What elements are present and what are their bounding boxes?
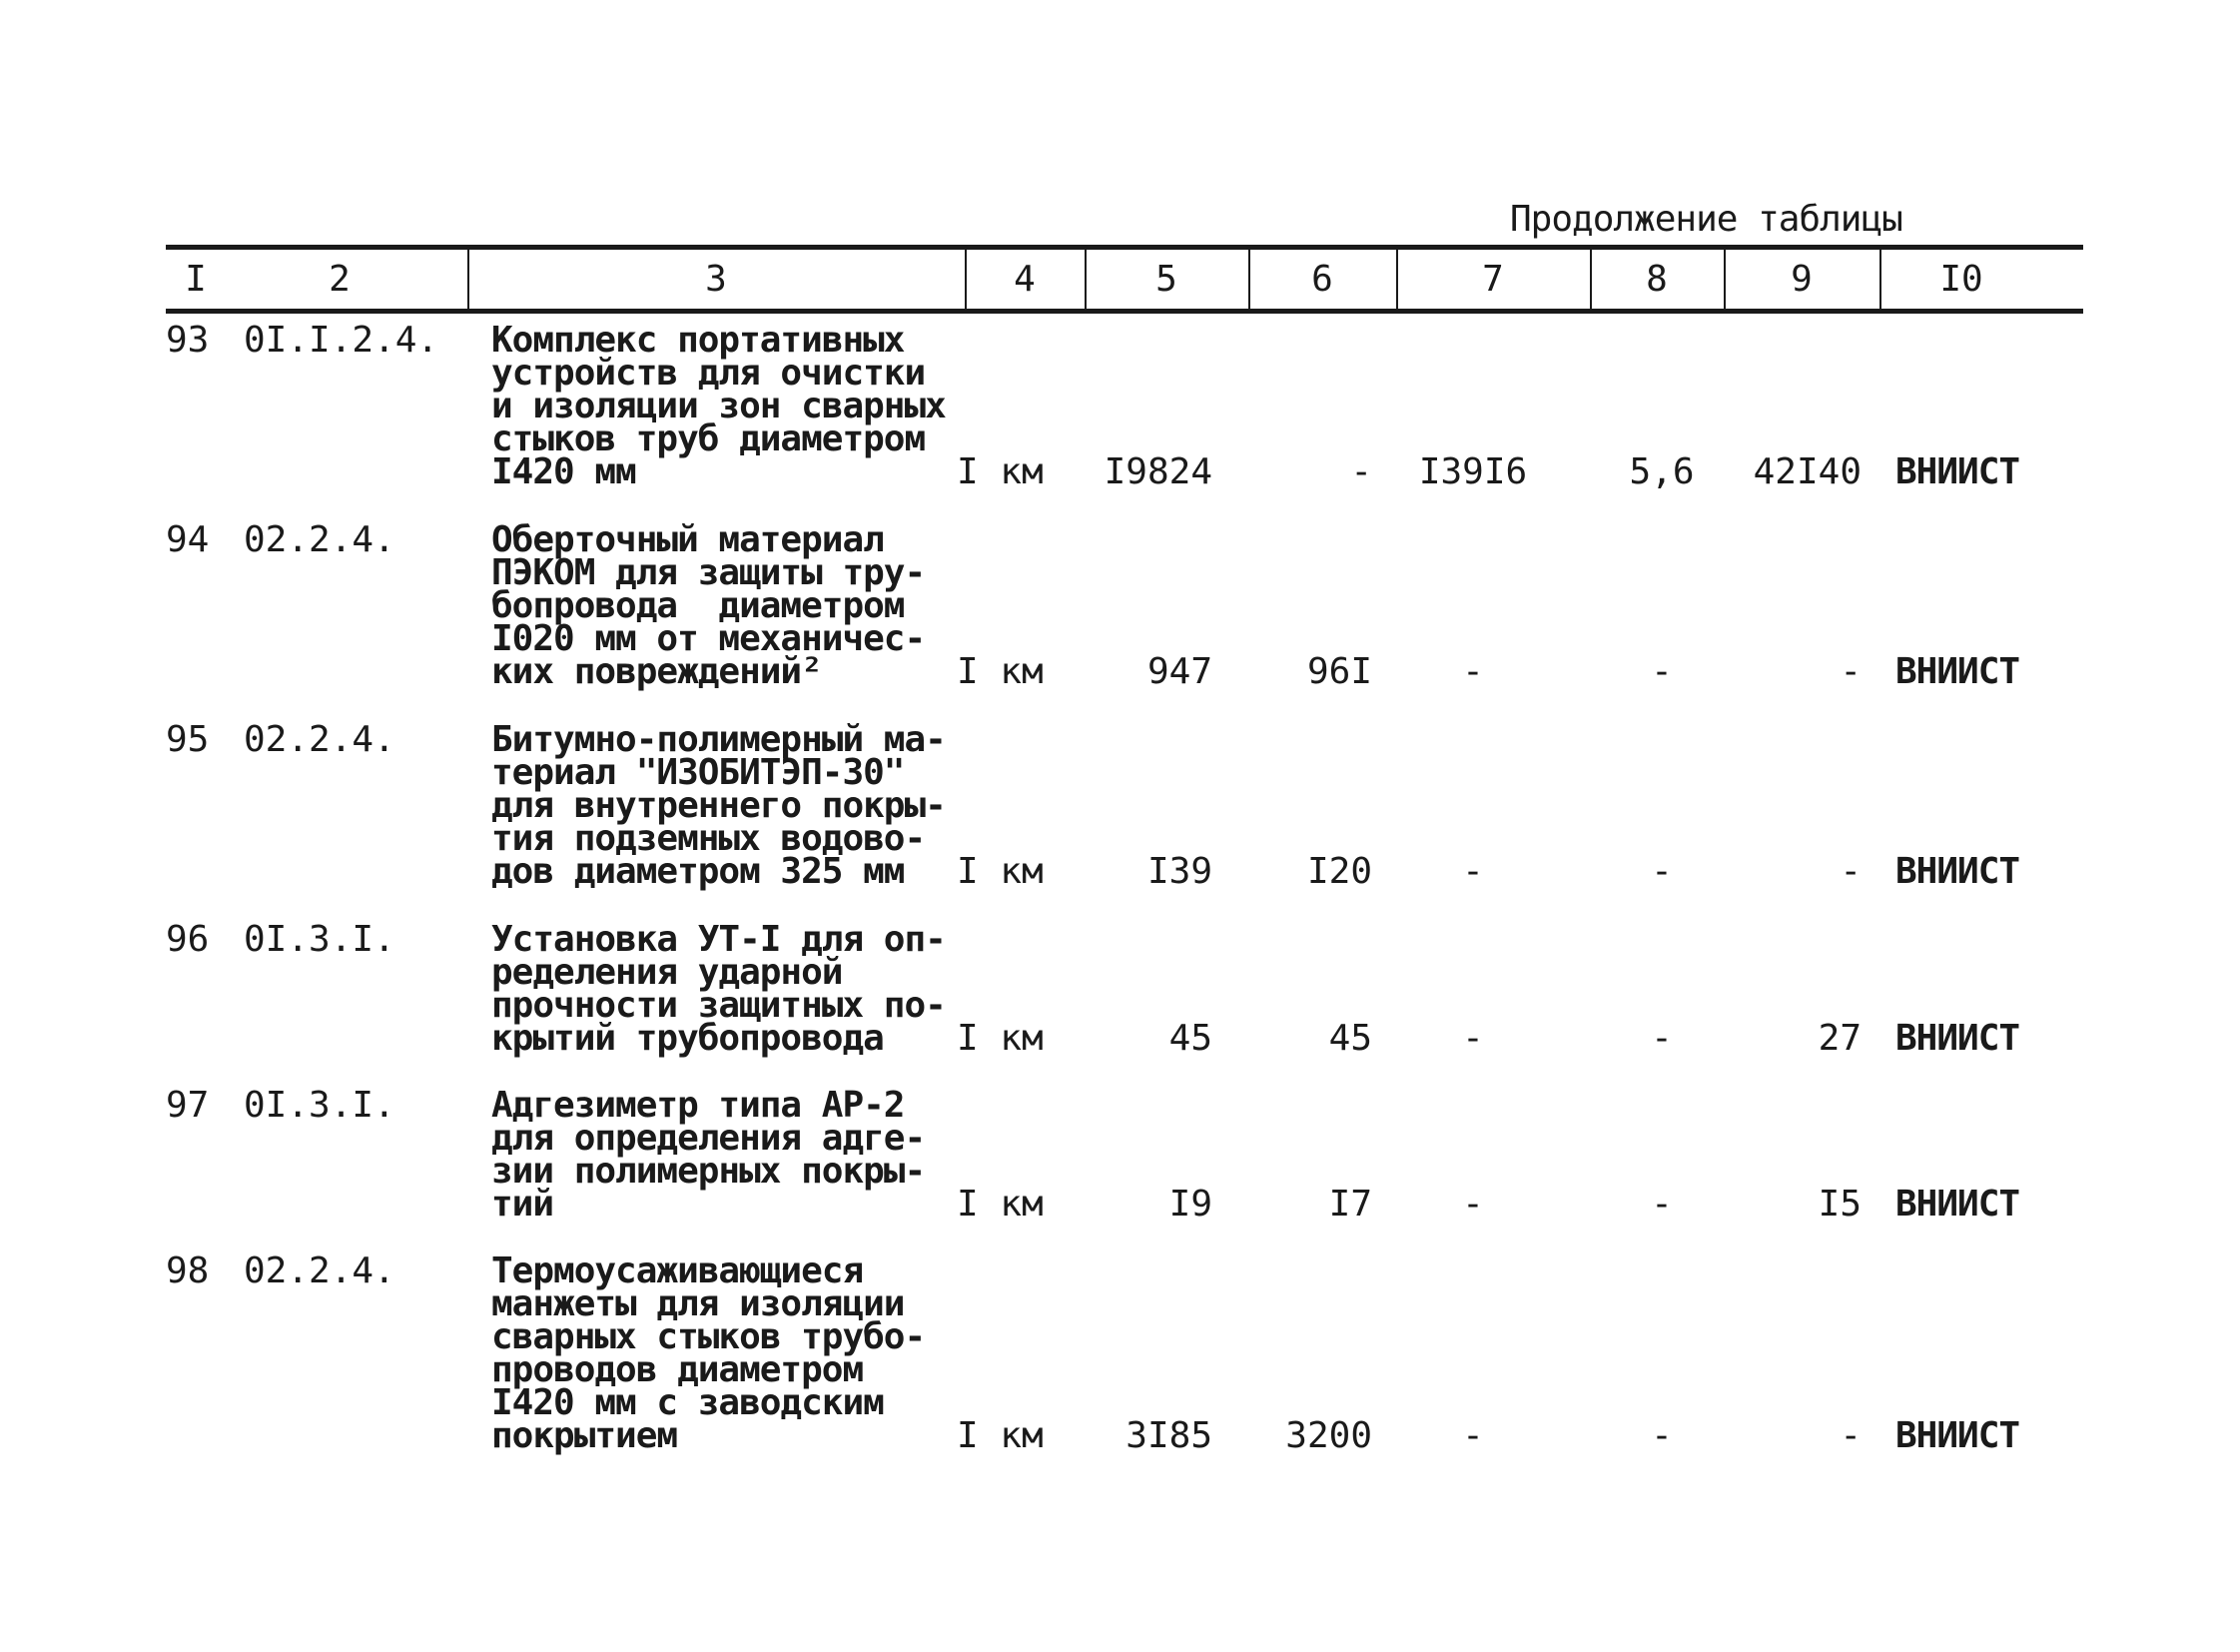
row-col6: I7 [1328,1184,1372,1225]
row-col7: I39I6 [1418,451,1528,492]
row-col6: I20 [1306,851,1372,892]
column-header-8: 8 [1646,259,1668,300]
row-code: 0I.3.I. [244,1085,395,1126]
row-code: 0I.3.I. [244,919,395,960]
column-header-10: I0 [1939,259,1983,300]
row-number: 96 [166,919,210,960]
row-col5: 947 [1146,651,1212,692]
row-col9: - [1840,851,1862,892]
row-col9: - [1840,1415,1862,1456]
column-header-5: 5 [1155,259,1177,300]
column-header-2: 2 [329,259,351,300]
row-col6: 45 [1328,1018,1372,1059]
column-header-4: 4 [1014,259,1036,300]
row-number: 95 [166,719,210,760]
row-col7: - [1462,1018,1484,1059]
row-col5: 3I85 [1125,1415,1212,1456]
row-code: 02.2.4. [244,519,395,560]
row-col8: - [1651,1018,1673,1059]
row-col10: ВНИИСТ [1895,451,2020,492]
row-col8: 5,6 [1629,451,1695,492]
row-col10: ВНИИСТ [1895,1415,2020,1456]
row-col7: - [1462,851,1484,892]
row-unit: I км [957,651,1044,692]
row-code: 02.2.4. [244,1250,395,1291]
row-description: Адгезиметр типа АР-2 для определения адге- зии полимерных покры- тий [491,1085,926,1225]
header-rule-bottom [166,309,2083,314]
row-col5: 45 [1168,1018,1212,1059]
column-header-6: 6 [1311,259,1333,300]
row-col9: - [1840,651,1862,692]
row-col8: - [1651,651,1673,692]
row-col8: - [1651,1415,1673,1456]
column-header-3: 3 [705,259,727,300]
row-col5: I39 [1146,851,1212,892]
row-col5: I9 [1168,1184,1212,1225]
row-col7: - [1462,1415,1484,1456]
row-col10: ВНИИСТ [1895,1018,2020,1059]
row-col8: - [1651,851,1673,892]
column-header-9: 9 [1791,259,1813,300]
row-code: 0I.I.2.4. [244,320,439,361]
row-unit: I км [957,851,1044,892]
row-col6: 96I [1306,651,1372,692]
header-rule-top [166,245,2083,250]
row-col7: - [1462,1184,1484,1225]
row-description: Битумно-полимерный ма- териал "ИЗОБИТЭП-30" для внутреннего покры- тия подземных водово- дов диаметром 325 мм [491,719,946,892]
row-unit: I км [957,1415,1044,1456]
row-unit: I км [957,1184,1044,1225]
row-col5: I9824 [1104,451,1212,492]
column-header-1: I [185,259,207,300]
row-number: 93 [166,320,210,361]
row-col9: 42I40 [1753,451,1862,492]
row-col9: 27 [1818,1018,1862,1059]
row-col6: 3200 [1285,1415,1372,1456]
row-unit: I км [957,1018,1044,1059]
row-description: Оберточный материал ПЭКОМ для защиты тру- бопровода диаметром I020 мм от механичес- ких повреждений² [491,519,926,692]
row-description: Установка УТ-I для оп- ределения ударной прочности защитных по- крытий трубопровода [491,919,946,1059]
row-number: 97 [166,1085,210,1126]
row-unit: I км [957,451,1044,492]
table-caption: Продолжение таблицы [1510,199,1902,240]
column-header-7: 7 [1482,259,1504,300]
row-description: Термоусаживающиеся манжеты для изоляции сварных стыков трубо- проводов диаметром I420 мм с заводским покрытием [491,1250,926,1456]
row-code: 02.2.4. [244,719,395,760]
row-col6: - [1350,451,1372,492]
row-number: 94 [166,519,210,560]
row-col10: ВНИИСТ [1895,1184,2020,1225]
row-col8: - [1651,1184,1673,1225]
row-description: Комплекс портативных устройств для очистки и изоляции зон сварных стыков труб диаметром I420 мм [491,320,946,492]
row-col9: I5 [1818,1184,1862,1225]
row-col7: - [1462,651,1484,692]
row-col10: ВНИИСТ [1895,651,2020,692]
row-col10: ВНИИСТ [1895,851,2020,892]
row-number: 98 [166,1250,210,1291]
